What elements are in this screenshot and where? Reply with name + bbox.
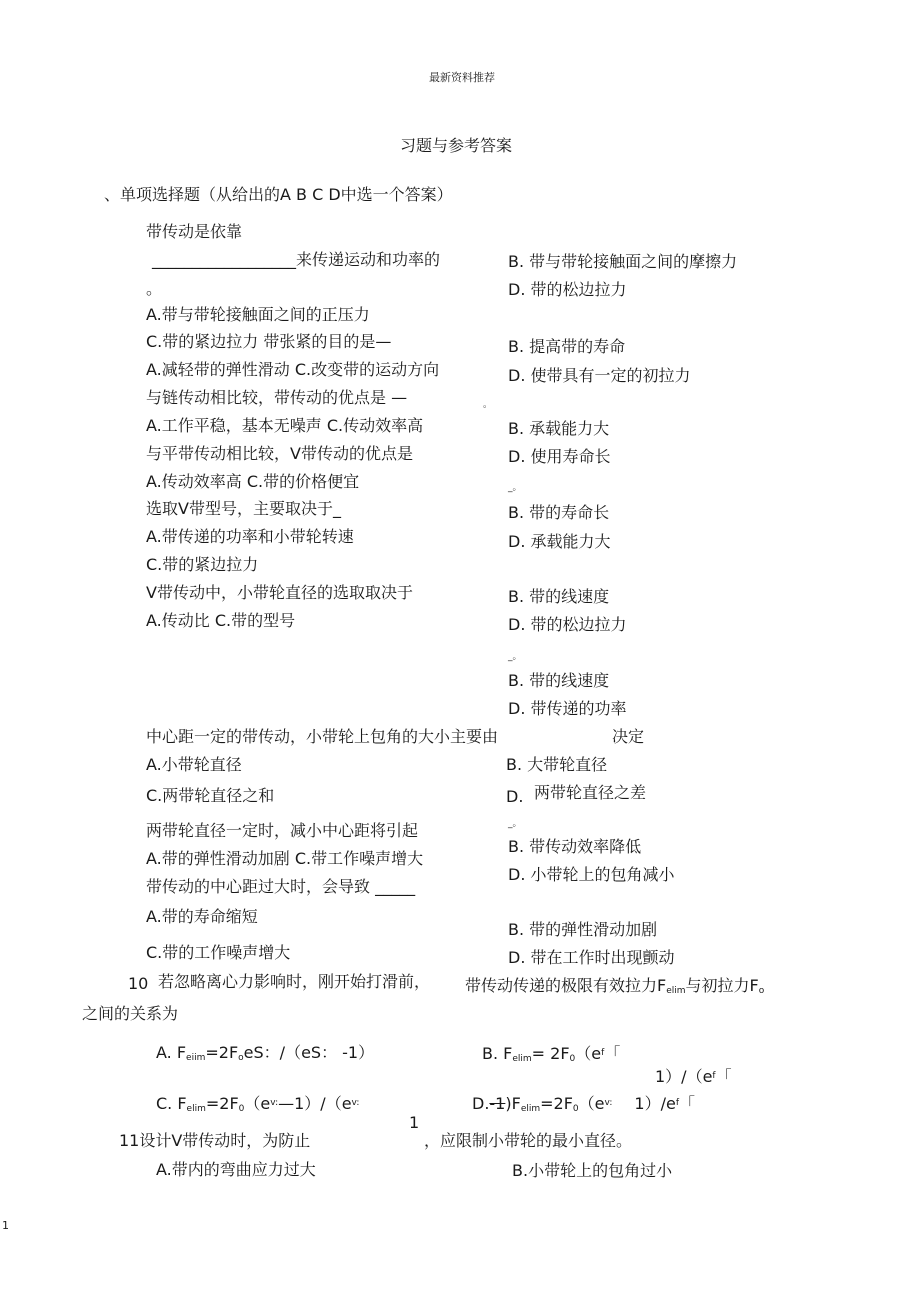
q5-option-c: C.带的紧边拉力 (146, 555, 259, 574)
q10-option-c-sup: v: (270, 1098, 279, 1108)
q6-option-d: D. 带传递的功率 (508, 699, 627, 718)
q2-option-b: B. 提高带的寿命 (508, 337, 626, 356)
q4-option-d: D. 承载能力大 (508, 532, 611, 551)
q10-option-b-sub: elim (512, 1054, 532, 1064)
q1-stem: 带传动是依靠 (146, 222, 243, 241)
q2-option-d: D. 使带具有一定的初拉力 (508, 366, 691, 385)
q3-options-ac: A.工作平稳，基本无噪声 C.传动效率高 (146, 416, 424, 435)
q10-option-d-prefix: D. (472, 1094, 490, 1113)
q6-dot: _。 (508, 652, 522, 662)
q10-option-b-line2-sup: f (712, 1071, 716, 1081)
q6-option-b: B. 带的线速度 (508, 671, 610, 690)
q11-option-b: B.小带轮上的包角过小 (512, 1161, 673, 1180)
q10-option-a-text3: eS：/（eS： -1） (243, 1043, 375, 1062)
q7-option-c: C.两带轮直径之和 (146, 786, 275, 805)
q4-dot: _。 (508, 483, 522, 493)
q10-option-c-text2: =2F (205, 1094, 239, 1113)
q10-stem-right-text: 带传动传递的极限有效拉力F (465, 976, 667, 995)
q5-stem: 选取V带型号，主要取决于_ (146, 499, 341, 518)
q3-option-b: B. 承载能力大 (508, 419, 610, 438)
q4-options-ac: A.传动效率高 C.带的价格便宜 (146, 472, 360, 491)
q10-stem-right (465, 976, 764, 1001)
q7-option-d-letter: D. (506, 787, 524, 806)
q9-option-c: C.带的工作噪声增大 (146, 943, 291, 962)
q10-option-d-text2: =2F (540, 1094, 573, 1113)
q7-option-b: B. 大带轮直径 (506, 755, 608, 774)
q10-option-c-sub2: 0 (238, 1104, 245, 1114)
q10-stem-left: 若忽略离心力影响时，刚开始打滑前， (158, 972, 431, 991)
q9-option-a: A.带的寿命缩短 (146, 907, 258, 926)
q2-dot: 。 (483, 400, 493, 410)
q10-option-b-text4: 「 (604, 1044, 621, 1063)
q8-option-b: B. 带传动效率降低 (508, 837, 642, 856)
q10-option-d-sup2: f (675, 1098, 679, 1108)
q7-option-a: A.小带轮直径 (146, 755, 242, 774)
q10-option-a-sub2: o (238, 1053, 244, 1063)
q6-options-ac: A.传动比 C.带的型号 (146, 611, 296, 630)
q10-stray-one: 1 (409, 1113, 420, 1132)
q10-option-d-strike: -1 (489, 1094, 506, 1113)
q10-option-b-line2-end: 「 (715, 1067, 732, 1086)
q10-option-b-sup: f (601, 1048, 605, 1058)
q10-option-d-f: F (511, 1094, 521, 1113)
q1-option-d: D. 带的松边拉力 (508, 280, 627, 299)
q8-options-ac: A.带的弹性滑动加剧 C.带工作噪声增大 (146, 849, 424, 868)
q10-option-a-text2: =2F (205, 1043, 239, 1062)
q10-option-d (472, 1093, 695, 1119)
q9-option-b: B. 带的弹性滑动加剧 (508, 920, 658, 939)
q7-stem: 中心距一定的带传动，小带轮上包角的大小主要由 (146, 727, 499, 746)
q5-option-a: A.带传递的功率和小带轮转速 (146, 527, 354, 546)
q10-option-d-text4: 1）/e (634, 1094, 676, 1113)
q10-option-d-mid: ) (505, 1094, 512, 1113)
q10-option-c-sup2: v: (351, 1098, 360, 1108)
page-header: 最新资料推荐 (429, 71, 495, 84)
q10-option-d-end: 「 (678, 1094, 695, 1113)
q10-sub-elim: elim (666, 986, 686, 996)
q4-option-b: B. 带的寿命长 (508, 503, 610, 522)
q10-option-c-sub: elim (186, 1104, 206, 1114)
q7-option-d: 两带轮直径之差 (534, 783, 647, 802)
q10-option-b-text3: （e (575, 1044, 602, 1063)
q10-option-b-text: B. F (482, 1044, 513, 1063)
q1-stem-line3: 。 (146, 279, 163, 298)
q1-option-b: B. 带与带轮接触面之间的摩擦力 (508, 252, 738, 271)
q6-stem: V带传动中，小带轮直径的选取取决于 (146, 583, 413, 602)
q10-option-c-text4: —1）/（e (278, 1094, 352, 1113)
q3-option-d: D. 使用寿命长 (508, 447, 611, 466)
document-title: 习题与参考答案 (400, 136, 513, 155)
q1-stem-line2: __________________来传递运动和功率的 (152, 250, 441, 269)
q7-stem-end: 决定 (612, 727, 645, 746)
q5-option-d: D. 带的松边拉力 (508, 615, 627, 634)
q10-option-d-sub: elim (520, 1104, 541, 1114)
q8-stem: 两带轮直径一定时，减小中心距将引起 (146, 821, 419, 840)
q10-option-c-text3: （e (244, 1094, 271, 1113)
q8-dot: _。 (508, 819, 522, 829)
q11-option-a: A.带内的弯曲应力过大 (156, 1160, 316, 1179)
q11-stem: 11设计V带传动时，为防止 (119, 1131, 311, 1150)
q10-option-a-sub: eiim (186, 1053, 206, 1063)
q5-option-b: B. 带的线速度 (508, 587, 610, 606)
q10-option-c (156, 1093, 359, 1119)
q10-option-c-text: C. F (156, 1094, 187, 1113)
q9-stem: 带传动的中心距过大时，会导致 _____ (146, 877, 416, 896)
q10-option-b-text2: = 2F (531, 1044, 570, 1063)
q10-option-b-line2 (655, 1066, 732, 1087)
q1-option-c-and-q2-stem: C.带的紧边拉力 带张紧的目的是— (146, 332, 392, 351)
q10-stem-line2: 之间的关系为 (82, 1004, 179, 1023)
q2-options-ac: A.减轻带的弹性滑动 C.改变带的运动方向 (146, 360, 440, 379)
q1-option-a: A.带与带轮接触面之间的正压力 (146, 305, 370, 324)
q10-option-b (482, 1043, 620, 1069)
q10-number: 10 (128, 974, 149, 993)
q10-sub-o: o (758, 986, 765, 996)
q4-stem: 与平带传动相比较，V带传动的优点是 (146, 444, 413, 463)
q10-option-d-sub2: 0 (572, 1104, 579, 1114)
q10-option-b-line2-text: 1）/（e (655, 1067, 713, 1086)
q11-stem-end: ，应限制小带轮的最小直径。 (424, 1131, 633, 1150)
q10-option-a-text: A. F (156, 1043, 187, 1062)
page-number: 1 (2, 1219, 9, 1232)
section-heading: 、单项选择题（从给出的A B C D中选一个答案） (104, 185, 453, 204)
q10-option-b-sub2: 0 (569, 1054, 576, 1064)
q10-option-a (156, 1043, 374, 1068)
q10-stem-right-text2: 与初拉力F (685, 976, 759, 995)
q10-option-d-sup: v: (604, 1098, 613, 1108)
q8-option-d: D. 小带轮上的包角减小 (508, 865, 675, 884)
q3-stem: 与链传动相比较，带传动的优点是 — (146, 388, 408, 407)
q9-option-d: D. 带在工作时出现颤动 (508, 948, 675, 967)
q10-option-d-text3: （e (578, 1094, 605, 1113)
